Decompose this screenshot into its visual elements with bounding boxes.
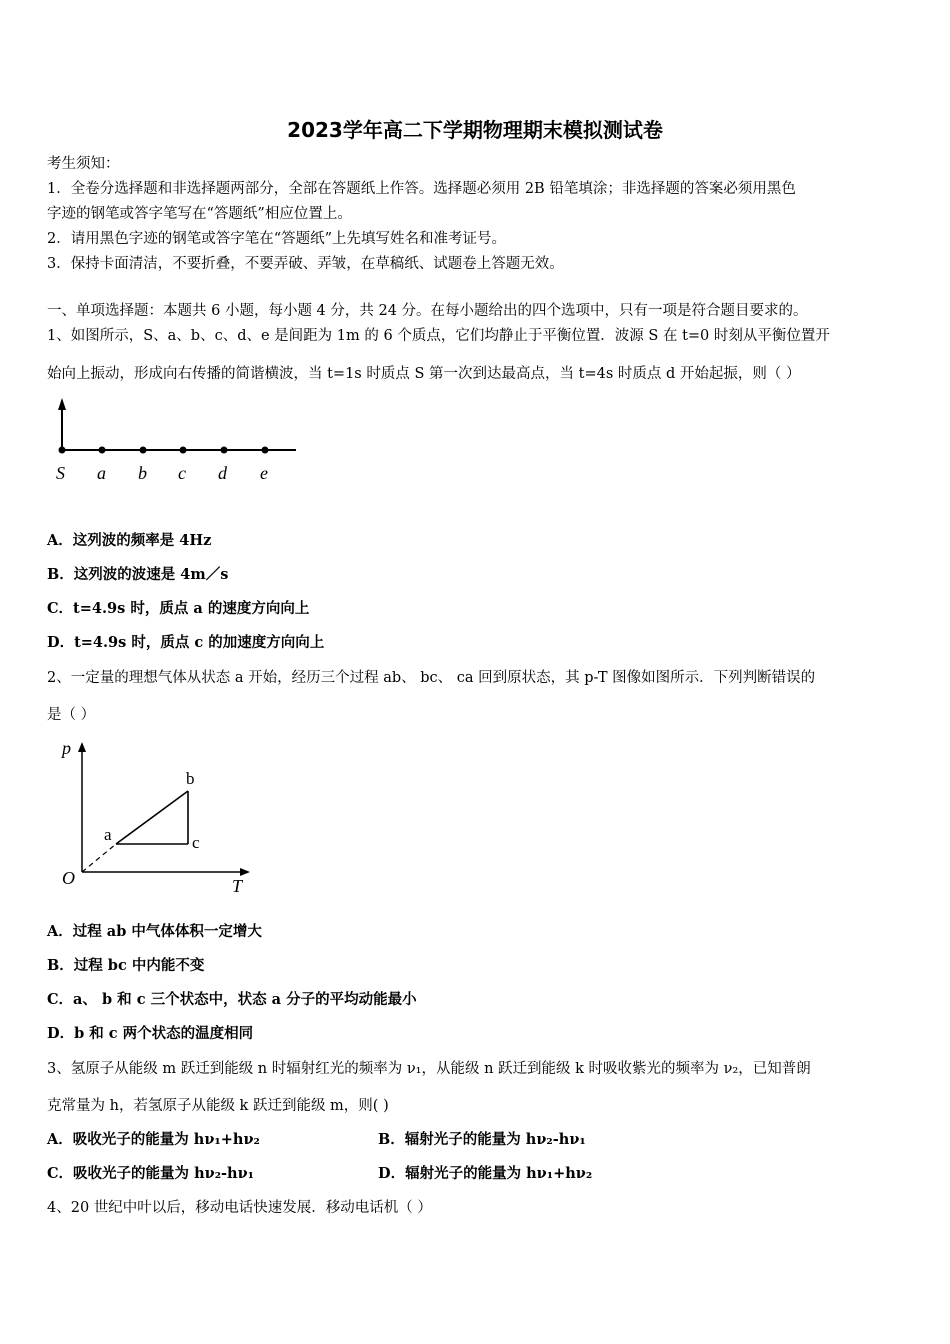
label-c: c: [178, 463, 186, 483]
particle-c: [180, 447, 187, 454]
label-e: e: [260, 463, 268, 483]
source-arrow-head: [58, 398, 66, 410]
label-s: S: [56, 463, 65, 483]
q2-pt-graph: [56, 736, 266, 896]
q3-stem-line: 3、氢原子从能级 m 跃迁到能级 n 时辐射红光的频率为 ν₁，从能级 n 跃迁到能级 k 时吸收紫光的频率为 ν₂，已知普朗: [47, 1061, 811, 1077]
particle-e: [262, 447, 269, 454]
particle-a: [99, 447, 106, 454]
notice-item: 2．请用黑色字迹的钢笔或答字笔在“答题纸”上先填写姓名和准考证号。: [47, 231, 507, 247]
q1-option-a: A．这列波的频率是 4Hz: [47, 532, 212, 549]
p-axis-arrow: [78, 742, 86, 752]
extension-line: [82, 844, 116, 872]
q3-option-b: B．辐射光子的能量为 hν₂-hν₁: [378, 1131, 586, 1148]
q1-stem-line: 始向上振动，形成向右传播的简谐横波，当 t=1s 时质点 S 第一次到达最高点，当 t=4s 时质点 d 开始起振，则（ ）: [47, 366, 801, 382]
section-heading: 一、单项选择题：本题共 6 小题，每小题 4 分，共 24 分。在每小题给出的四个选项中，只有一项是符合题目要求的。: [47, 303, 808, 319]
q3-option-a: A．吸收光子的能量为 hν₁+hν₂: [47, 1131, 260, 1148]
q1-option-d: D．t=4.9s 时，质点 c 的加速度方向向上: [47, 634, 325, 651]
q1-option-b: B．这列波的波速是 4m／s: [47, 566, 229, 583]
q1-wave-figure: [48, 394, 308, 494]
notice-item: 3．保持卡面清洁，不要折叠，不要弄破、弄皱，在草稿纸、试题卷上答题无效。: [47, 256, 564, 272]
q2-stem-line: 2、一定量的理想气体从状态 a 开始，经历三个过程 ab、 bc、 ca 回到原状态，其 p-T 图像如图所示．下列判断错误的: [47, 670, 816, 686]
q2-stem-line: 是（ ）: [47, 707, 96, 723]
notice-heading: 考生须知：: [47, 156, 120, 172]
q2-option-a: A．过程 ab 中气体体积一定增大: [47, 923, 262, 940]
p-axis-label: p: [62, 738, 71, 758]
particle-b: [140, 447, 147, 454]
q2-option-c: C．a、 b 和 c 三个状态中，状态 a 分子的平均动能最小: [47, 991, 417, 1008]
state-b-label: b: [186, 769, 195, 788]
q3-option-c: C．吸收光子的能量为 hν₂-hν₁: [47, 1165, 255, 1182]
q3-option-d: D．辐射光子的能量为 hν₁+hν₂: [378, 1165, 593, 1182]
particle-s: [59, 447, 66, 454]
q2-option-d: D．b 和 c 两个状态的温度相同: [47, 1025, 254, 1042]
q2-option-b: B．过程 bc 中内能不变: [47, 957, 205, 974]
q1-stem-line: 1、如图所示，S、a、b、c、d、e 是间距为 1m 的 6 个质点，它们均静止于平衡位置．波源 S 在 t=0 时刻从平衡位置开: [47, 328, 830, 344]
q4-stem: 4、20 世纪中叶以后，移动电话快速发展．移动电话机（ ）: [47, 1200, 432, 1216]
particle-d: [221, 447, 228, 454]
origin-label: O: [62, 868, 75, 888]
q3-stem-line: 克常量为 h，若氢原子从能级 k 跃迁到能级 m，则( ): [47, 1098, 389, 1114]
label-b: b: [138, 463, 147, 483]
label-a: a: [97, 463, 106, 483]
label-d: d: [218, 463, 227, 483]
process-ab: [116, 791, 188, 844]
t-axis-label: T: [232, 876, 243, 896]
state-a-label: a: [104, 825, 112, 844]
notice-item: 字迹的钢笔或答字笔写在“答题纸”相应位置上。: [47, 206, 352, 222]
state-c-label: c: [192, 833, 200, 852]
t-axis-arrow: [240, 868, 250, 876]
page-title: 2023学年高二下学期物理期末模拟测试卷: [287, 118, 663, 142]
q1-option-c: C．t=4.9s 时，质点 a 的速度方向向上: [47, 600, 310, 617]
notice-item: 1．全卷分选择题和非选择题两部分，全部在答题纸上作答。选择题必须用 2B 铅笔填涂；非选择题的答案必须用黑色: [47, 181, 796, 197]
